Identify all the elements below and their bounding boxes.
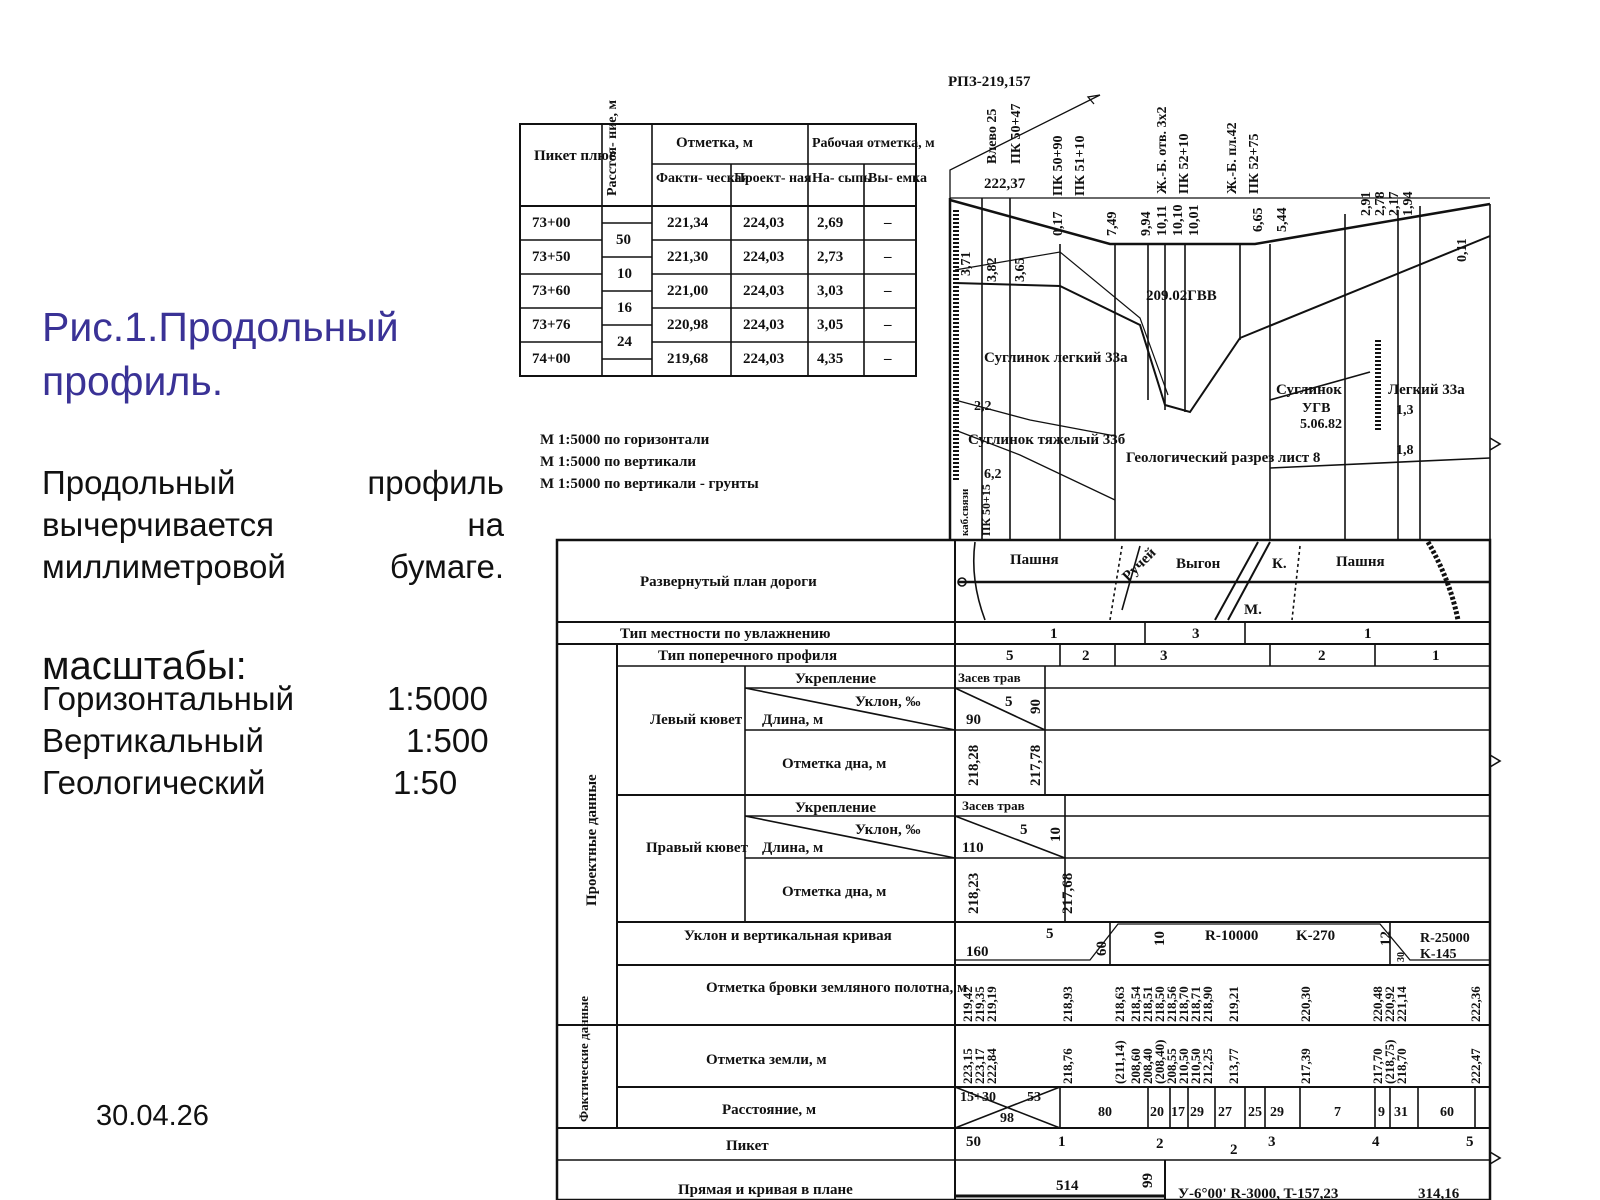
- profile-top-label: ПК 52+75: [1247, 133, 1262, 194]
- distance-value: 98: [1000, 1111, 1014, 1126]
- piket-value: 2: [1230, 1142, 1238, 1158]
- ground-elevation-value: 218,70: [1394, 1048, 1409, 1084]
- soil-depth: 2,2: [974, 399, 992, 414]
- table-row: [532, 317, 892, 333]
- edge-elevation-value: 220,48: [1370, 986, 1385, 1022]
- table-cell: 220,98: [667, 317, 709, 333]
- bottom-elev-value: 218,23: [966, 872, 982, 914]
- edge-elevation-values: [960, 986, 1483, 1022]
- profile-top-label: 0,17: [1051, 211, 1066, 236]
- table-cell: 2,73: [817, 249, 844, 265]
- table-cell: –: [884, 351, 892, 367]
- scale-note: М 1:5000 по горизонтали: [540, 432, 710, 448]
- ground-elevation-value: 217,70: [1370, 1048, 1385, 1084]
- moisture-value: 1: [1050, 626, 1058, 642]
- left-ditch-label: Левый кювет: [650, 712, 743, 728]
- slide-body-text: Продольный профиль вычерчивается на миллиметровой бумаге.: [42, 464, 504, 585]
- slope-value: 5: [1005, 694, 1013, 710]
- table-cell: 224,03: [743, 351, 785, 367]
- reinforcement-value: Засев трав: [958, 670, 1021, 685]
- profile-top-label: 10,10: [1171, 204, 1186, 236]
- vcurve-value: 60: [1094, 941, 1110, 956]
- row-label-distance: Расстояние, м: [722, 1102, 817, 1118]
- edge-elevation-value: 220,92: [1382, 986, 1397, 1022]
- ground-elevation-value: 208,55: [1164, 1048, 1179, 1084]
- table-cell: 221,30: [667, 249, 709, 265]
- distance-value: 15+30: [960, 1090, 996, 1105]
- ground-elevation-value: 208,60: [1128, 1048, 1143, 1084]
- distance-value: 27: [1218, 1105, 1232, 1120]
- length-value: 90: [1028, 699, 1044, 714]
- ground-elevation-value: (211,14): [1112, 1040, 1127, 1084]
- table-cell: 224,03: [743, 317, 785, 333]
- row-label-vcurve: Уклон и вертикальная кривая: [684, 928, 892, 944]
- piket-value: 4: [1372, 1134, 1380, 1150]
- soil-label: Суглинок тяжелый 33б: [968, 432, 1126, 448]
- profile-top-label: 9,94: [1139, 211, 1154, 236]
- ugv-value: 5.06.82: [1300, 417, 1342, 432]
- length-value: 90: [966, 712, 981, 728]
- table-cell: –: [884, 249, 892, 265]
- ground-elevation-value: 222,84: [984, 1048, 999, 1084]
- length-label: Длина, м: [762, 712, 824, 728]
- profile-side-label: 3,82: [985, 257, 1000, 282]
- vcurve-value: 12: [1378, 931, 1394, 946]
- plan-label: Выгон: [1176, 556, 1221, 572]
- right-ditch-label: Правый кювет: [646, 840, 748, 856]
- scale-value: 1:5000: [387, 680, 488, 717]
- slope-label: Уклон, ‰: [855, 822, 921, 838]
- gvv-label: 209.02ГВВ: [1146, 288, 1217, 304]
- vcurve-value: K-270: [1296, 928, 1336, 944]
- scales-heading: масштабы:: [42, 644, 247, 688]
- table-cell: 73+76: [532, 317, 571, 333]
- distance-value: 53: [1027, 1090, 1041, 1105]
- ground-elevation-value: 222,47: [1468, 1048, 1483, 1084]
- profile-side-label: 3,65: [1013, 257, 1028, 282]
- profile-top-label: Ж.-Б. пл.42: [1225, 122, 1240, 194]
- profile-top-label: 1,94: [1401, 191, 1416, 216]
- table-cell: 221,00: [667, 283, 709, 299]
- soil-label: Суглинок легкий 33а: [984, 350, 1128, 366]
- table-cell: –: [884, 317, 892, 333]
- table-cell: 224,03: [743, 283, 785, 299]
- profile-top-label: 0,11: [1455, 238, 1470, 262]
- ground-elevation-value: (218,75): [1382, 1039, 1397, 1084]
- group-label-design: Проектные данные: [584, 774, 600, 906]
- table-header-working: Рабочая отметка, м: [812, 136, 935, 151]
- table-cell: 221,34: [667, 215, 709, 231]
- table-distance: 10: [617, 266, 632, 282]
- edge-elevation-value: 218,63: [1112, 986, 1127, 1022]
- table-cell: 73+00: [532, 215, 571, 231]
- table-header-actual: Факти- ческая: [656, 171, 750, 186]
- vcurve-value: K-145: [1420, 947, 1457, 962]
- length-label: Длина, м: [762, 840, 824, 856]
- vcurve-value: R-10000: [1205, 928, 1259, 944]
- profile-top-label: ПК 52+10: [1177, 133, 1192, 194]
- plan-label: Ручей: [1119, 544, 1160, 585]
- reinforcement-value: Засев трав: [962, 798, 1025, 813]
- edge-elevation-value: 219,35: [972, 986, 987, 1022]
- soil-label: Легкий 33а: [1388, 382, 1465, 398]
- edge-elevation-value: 218,70: [1176, 986, 1191, 1022]
- table-cell: –: [884, 283, 892, 299]
- edge-elevation-value: 218,56: [1164, 986, 1179, 1022]
- vcurve-value: 30: [1396, 952, 1407, 962]
- ground-elevation-value: 212,25: [1200, 1048, 1215, 1084]
- plan-line-value: 314,16: [1418, 1186, 1460, 1200]
- profile-top-label: Ж.-Б. отв. 3х2: [1155, 106, 1170, 194]
- profile-top-label: 222,37: [984, 176, 1026, 192]
- ground-elevation-values: [960, 1040, 1483, 1084]
- edge-elevation-value: 218,51: [1140, 986, 1155, 1022]
- profile-top-label: ПК 50+90: [1051, 135, 1066, 196]
- row-label-road-plan: Развернутый план дороги: [640, 574, 817, 590]
- scale-note: М 1:5000 по вертикали - грунты: [540, 476, 759, 492]
- distance-value: 29: [1190, 1105, 1204, 1120]
- reinforcement-label: Укрепление: [795, 800, 877, 816]
- table-header-fill: На- сыпь: [812, 171, 871, 186]
- plan-line-value: 514: [1056, 1178, 1079, 1194]
- bottom-elev-value: 218,28: [966, 744, 982, 786]
- distance-value: 29: [1270, 1105, 1284, 1120]
- plan-label: Пашня: [1010, 552, 1059, 568]
- table-header-elevation: Отметка, м: [676, 135, 753, 151]
- cross-value: 1: [1432, 648, 1440, 664]
- scale-label: Вертикальный: [42, 722, 264, 759]
- table-cell: 4,35: [817, 351, 844, 367]
- scale-note: М 1:5000 по вертикали: [540, 454, 697, 470]
- bottom-elev-label: Отметка дна, м: [782, 756, 887, 772]
- profile-top-label: 6,65: [1251, 207, 1266, 232]
- cross-value: 2: [1082, 648, 1090, 664]
- data-table: [532, 100, 935, 367]
- distance-values: [960, 1090, 1454, 1126]
- profile-top-label: ПК 51+10: [1073, 135, 1088, 196]
- profile-top-label: 2,78: [1373, 191, 1388, 216]
- cross-value: 3: [1160, 648, 1168, 664]
- row-label-ground-elev: Отметка земли, м: [706, 1052, 827, 1068]
- table-row: [532, 283, 892, 299]
- plan-line-value: У-6°00' R-3000, T-157,23: [1178, 1186, 1339, 1200]
- bottom-elev-value: 217,78: [1028, 744, 1044, 786]
- vcurve-value: 5: [1046, 926, 1054, 942]
- slope-value: 5: [1020, 822, 1028, 838]
- distance-value: 20: [1150, 1105, 1164, 1120]
- ground-elevation-value: 208,40: [1140, 1048, 1155, 1084]
- profile-top-label: 7,49: [1105, 211, 1120, 236]
- row-label-edge-elev: Отметка бровки земляного полотна, м: [706, 980, 968, 996]
- length-value: 110: [962, 840, 984, 856]
- edge-elevation-value: 219,19: [984, 986, 999, 1022]
- row-label-cross-profile: Тип поперечного профиля: [658, 648, 838, 664]
- edge-elevation-value: 218,90: [1200, 986, 1215, 1022]
- profile-top-label: 2,91: [1359, 191, 1374, 216]
- plan-label: М.: [1244, 602, 1262, 618]
- table-row: [532, 215, 892, 231]
- vcurve-value: 160: [966, 944, 989, 960]
- cross-value: 2: [1318, 648, 1326, 664]
- table-header-design: Проект- ная: [734, 171, 812, 186]
- plan-label: К.: [1272, 556, 1287, 572]
- row-label-moisture: Тип местности по увлажнению: [620, 626, 831, 642]
- piket-value: 3: [1268, 1134, 1276, 1150]
- piket-value: 1: [1058, 1134, 1066, 1150]
- profile-top-label: Влево 25: [985, 108, 1000, 164]
- cross-value: 5: [1006, 648, 1014, 664]
- vcurve-value: 10: [1152, 931, 1168, 946]
- vcurve-value: R-25000: [1420, 931, 1470, 946]
- piket-value: 50: [966, 1134, 981, 1150]
- table-distance: 16: [617, 300, 632, 316]
- piket-values: [966, 1134, 1474, 1158]
- table-distance: 50: [616, 232, 631, 248]
- edge-elevation-value: 222,36: [1468, 986, 1483, 1022]
- grid-labels: [576, 545, 1470, 1198]
- edge-elevation-value: 218,71: [1188, 986, 1203, 1022]
- edge-elevation-value: 218,50: [1152, 986, 1167, 1022]
- soil-label: Суглинок: [1276, 382, 1342, 398]
- geological-section-label: Геологический разрез лист 8: [1126, 450, 1321, 466]
- slide-title: Рис.1.Продольный профиль.: [42, 304, 399, 404]
- profile-top-label: ПК 50+47: [1009, 103, 1024, 164]
- ground-elevation-value: 223,15: [960, 1048, 975, 1084]
- slide-date: 30.04.26: [96, 1100, 209, 1132]
- piket-value: 5: [1466, 1134, 1474, 1150]
- table-header-cut: Вы- емка: [868, 171, 928, 186]
- bottom-elev-value: 217,68: [1060, 872, 1076, 914]
- profile-top-label: 2,17: [1387, 191, 1402, 216]
- scale-notes: [540, 432, 759, 492]
- soil-depth: 6,2: [984, 467, 1002, 482]
- table-cell: 2,69: [817, 215, 844, 231]
- table-cell: 219,68: [667, 351, 709, 367]
- ugv-depth: 1,3: [1396, 403, 1414, 418]
- ugv-depth: 1,8: [1396, 443, 1414, 458]
- edge-elevation-value: 219,21: [1226, 986, 1241, 1022]
- profile-top-label: 10,01: [1187, 204, 1202, 236]
- scale-label: Геологический: [42, 764, 266, 801]
- group-label-actual: Фактические данные: [576, 995, 591, 1122]
- distance-value: 25: [1248, 1105, 1262, 1120]
- scale-label: Горизонтальный: [42, 680, 295, 717]
- cable-piket: ПК 50+15: [979, 484, 993, 536]
- ground-elevation-value: (208,40): [1152, 1039, 1167, 1084]
- distance-value: 60: [1440, 1105, 1454, 1120]
- table-cell: 73+50: [532, 249, 571, 265]
- distance-value: 80: [1098, 1105, 1112, 1120]
- distance-value: 7: [1334, 1105, 1341, 1120]
- profile-top-label: 10,11: [1155, 205, 1170, 236]
- profile-side-label: 3,71: [959, 251, 974, 276]
- moisture-value: 3: [1192, 626, 1200, 642]
- table-cell: 3,03: [817, 283, 844, 299]
- table-cell: 224,03: [743, 249, 785, 265]
- distance-value: 9: [1378, 1105, 1385, 1120]
- piket-value: 2: [1156, 1136, 1164, 1152]
- distance-value: 17: [1171, 1105, 1185, 1120]
- table-header-piket: Пикет плюс: [534, 148, 616, 164]
- scale-value: 1:500: [406, 722, 489, 759]
- distance-value: 31: [1394, 1105, 1408, 1120]
- row-label-plan-line: Прямая и кривая в плане: [678, 1182, 853, 1198]
- ground-elevation-value: 217,39: [1298, 1048, 1313, 1084]
- table-header-distance: Расстоя- ние, м: [605, 99, 620, 196]
- reinforcement-label: Укрепление: [795, 671, 877, 687]
- ground-elevation-value: 218,76: [1060, 1048, 1075, 1084]
- edge-elevation-value: 218,54: [1128, 986, 1143, 1022]
- moisture-value: 1: [1364, 626, 1372, 642]
- cable-label: каб.связи: [959, 488, 971, 536]
- scale-value: 1:50: [393, 764, 458, 801]
- benchmark-label: РПЗ-219,157: [948, 74, 1031, 90]
- length-value: 10: [1048, 827, 1064, 842]
- slope-label: Уклон, ‰: [855, 694, 921, 710]
- edge-elevation-value: 221,14: [1394, 986, 1409, 1022]
- edge-elevation-value: 219,42: [960, 986, 975, 1022]
- table-cell: –: [884, 215, 892, 231]
- row-label-piket: Пикет: [726, 1138, 769, 1154]
- table-cell: 73+60: [532, 283, 571, 299]
- ground-elevation-value: 210,50: [1176, 1048, 1191, 1084]
- ugv-label: УГВ: [1302, 401, 1331, 416]
- bottom-elev-label: Отметка дна, м: [782, 884, 887, 900]
- plan-line-value: 99: [1140, 1173, 1156, 1188]
- table-distance: 24: [617, 334, 632, 350]
- edge-elevation-value: 218,93: [1060, 986, 1075, 1022]
- table-cell: 74+00: [532, 351, 571, 367]
- ground-elevation-value: 210,50: [1188, 1048, 1203, 1084]
- table-cell: 224,03: [743, 215, 785, 231]
- edge-elevation-value: 220,30: [1298, 986, 1313, 1022]
- profile-labels: [948, 74, 1470, 536]
- ground-elevation-value: 223,17: [972, 1048, 987, 1084]
- table-row: [532, 351, 892, 367]
- ground-elevation-value: 213,77: [1226, 1048, 1241, 1084]
- profile-top-label: 5,44: [1275, 207, 1290, 232]
- table-cell: 3,05: [817, 317, 844, 333]
- table-row: [532, 249, 892, 265]
- plan-label: Пашня: [1336, 554, 1385, 570]
